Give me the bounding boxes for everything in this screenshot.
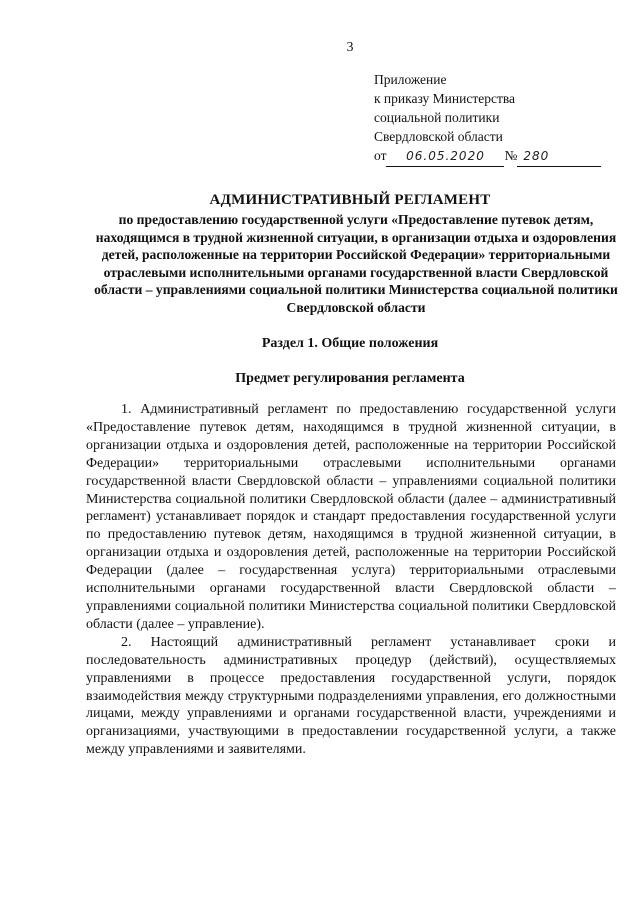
paragraph: 2. Настоящий административный регламент устанавливает сроки и последовательность административных процедур (действий), осуществляемых управлениями в процессе предоставления государственной услуги, порядок взаимодействия между структурными подразделениями управления, его должностными лицами, между управлениями и органами государственной власти, учреждениями и организациями, участвующими в предоставлении государственной услуги, а также между управлениями и заявителями. (86, 634, 616, 758)
appendix-block (374, 70, 601, 167)
appendix-line: Приложение (374, 72, 447, 87)
section-heading: Раздел 1. Общие положения (261, 336, 439, 351)
subject-heading: Предмет регулирования регламента (235, 371, 465, 386)
body-text (86, 401, 616, 759)
order-number-handwritten: 280 (523, 149, 550, 163)
appendix-line: к приказу Министерства (374, 91, 516, 106)
document-subtitle: по предоставлению государственной услуги «Предоставление путевок детям, находящимся в трудной жизненной ситуации, в организации отдыха и оздоровления детей, расположенные на территории Российской Федерации» территориальными отраслевыми исполнительными органами государственной власти Свердловской области – управлениями социальной политики Министерства социальной политики Свердловской области (94, 212, 618, 315)
appendix-line: социальной политики (374, 110, 500, 125)
order-date-handwritten: 06.05.2020 (406, 149, 485, 163)
appendix-line: Свердловской области (374, 129, 503, 144)
paragraph: 1. Административный регламент по предоставлению государственной услуги «Предоставление путевок детям, находящимся в трудной жизненной ситуации, в организации отдыха и оздоровления детей, расположенные на территории Российской Федерации» территориальными отраслевыми исполнительными органами государственной власти Свердловской области – управлениями социальной политики Министерства социальной политики Свердловской области (далее – административный регламент) устанавливает порядок и стандарт предоставления государственной услуги по предоставлению путевок детям, находящимся в трудной жизненной ситуации, в организации отдыха и оздоровления детей, расположенные на территории Российской Федерации (далее – государственная услуга) территориальными отраслевыми исполнительными органами государственной власти Свердловской области – управлениями социальной политики Министерства социальной политики Свердловской области (далее – управление). (86, 402, 616, 632)
document-title: АДМИНИСТРАТИВНЫЙ РЕГЛАМЕНТ (209, 192, 491, 208)
order-number-field (517, 146, 601, 167)
order-date-number-line (374, 146, 601, 167)
date-prefix: от (374, 148, 387, 163)
order-date-field (386, 146, 504, 167)
page-number: 3 (346, 40, 354, 55)
number-prefix: № (504, 148, 518, 163)
